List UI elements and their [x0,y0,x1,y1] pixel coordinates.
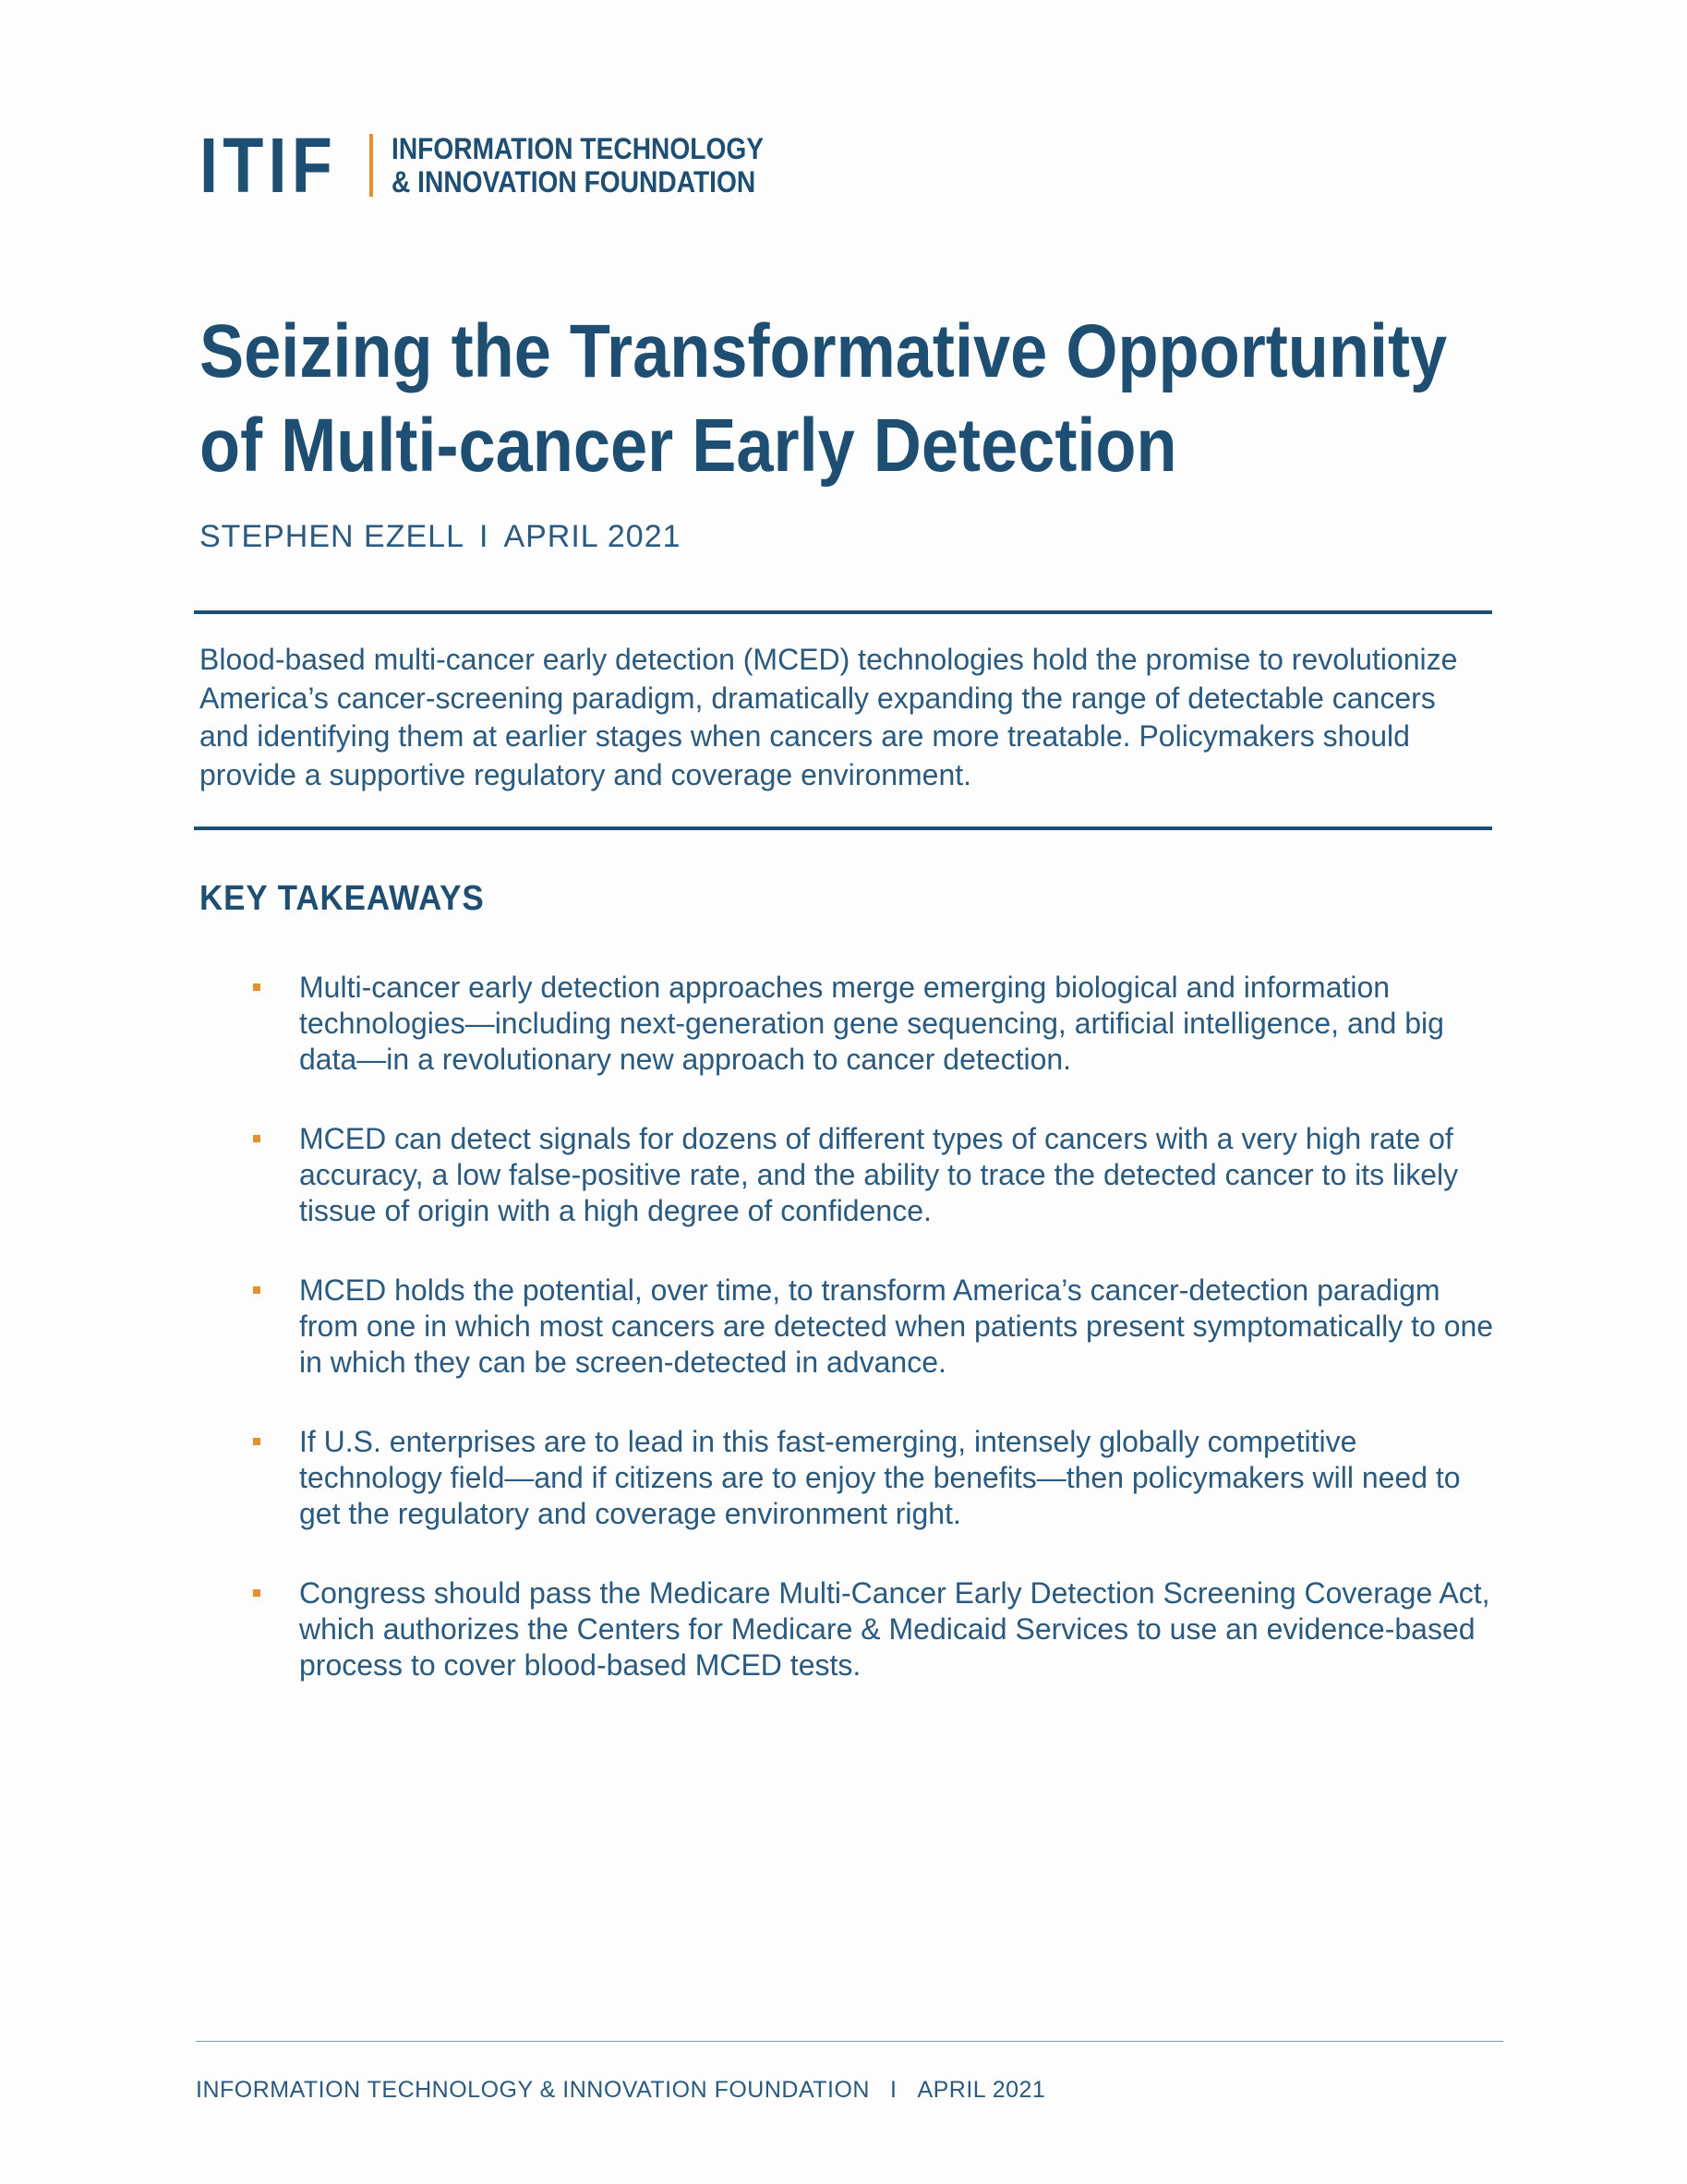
title-line-2: of Multi-cancer Early Detection [199,404,1177,488]
square-bullet-icon [253,1286,260,1294]
takeaway-item [251,1273,1498,1381]
key-takeaways-list [251,970,1498,1727]
footer-org-name: INFORMATION TECHNOLOGY & INNOVATION FOUNDATION [196,2077,870,2103]
author-name: STEPHEN EZELL [199,519,464,554]
square-bullet-icon [253,1589,260,1597]
key-takeaways-heading: KEY TAKEAWAYS [199,879,485,918]
square-bullet-icon [253,1135,260,1142]
takeaway-text: Congress should pass the Medicare Multi-Cancer Early Detection Screening Coverage Act, which authorizes the Centers for Medicare & Medicaid Services to use an evidence-based process to cover blood-based MCED tests. [299,1576,1490,1682]
takeaway-text: If U.S. enterprises are to lead in this fast-emerging, intensely globally competitive technology field—and if citizens are to enjoy the benefits—then policymakers will need to get the regulatory and coverage environment right. [299,1425,1461,1530]
logo-mark: ITIF [199,122,338,209]
takeaway-item [251,1424,1498,1532]
publication-date: APRIL 2021 [503,519,681,554]
takeaway-text: MCED can detect signals for dozens of different types of cancers with a very high rate of accuracy, a low false-positive rate, and the ability to trace the detected cancer to its likely tissue of origin with a high degree of confidence. [299,1122,1459,1227]
summary-bottom-rule [194,827,1492,830]
title-line-1: Seizing the Transformative Opportunity [199,309,1448,393]
footer-separator: I [889,2077,898,2103]
takeaway-text: MCED holds the potential, over time, to transform America’s cancer-detection paradigm from one in which most cancers are detected when patients present symptomatically to one in which they can be screen-detected in advance. [299,1273,1494,1379]
report-title [199,305,1448,493]
takeaway-text: Multi-cancer early detection approaches merge emerging biological and information technologies—including next-generation gene sequencing, artificial intelligence, and big data—in a revolutionary new approach to cancer detection. [299,971,1444,1076]
takeaway-item [251,970,1498,1078]
takeaway-item [251,1121,1498,1229]
footer-date: APRIL 2021 [917,2077,1046,2103]
byline [199,519,681,555]
square-bullet-icon [253,1438,260,1445]
itif-logo [199,122,814,209]
square-bullet-icon [253,983,260,991]
summary-paragraph: Blood-based multi-cancer early detection (MCED) technologies hold the promise to revolutionize America’s cancer-screening paradigm, dramatically expanding the range of detectable cancers and identifying them at earlier stages when cancers are more treatable. Policymakers should provide a supportive regulatory and coverage environment. [199,643,1458,791]
logo-line-1: INFORMATION TECHNOLOGY [392,132,765,165]
logo-wordmark [392,132,764,199]
page-footer [196,2077,1045,2104]
summary-top-rule [194,610,1492,614]
logo-line-2: & INNOVATION FOUNDATION [392,165,756,199]
takeaway-item [251,1575,1498,1683]
logo-divider [369,134,373,197]
footer-rule [196,2041,1503,2042]
byline-separator: I [478,519,489,554]
